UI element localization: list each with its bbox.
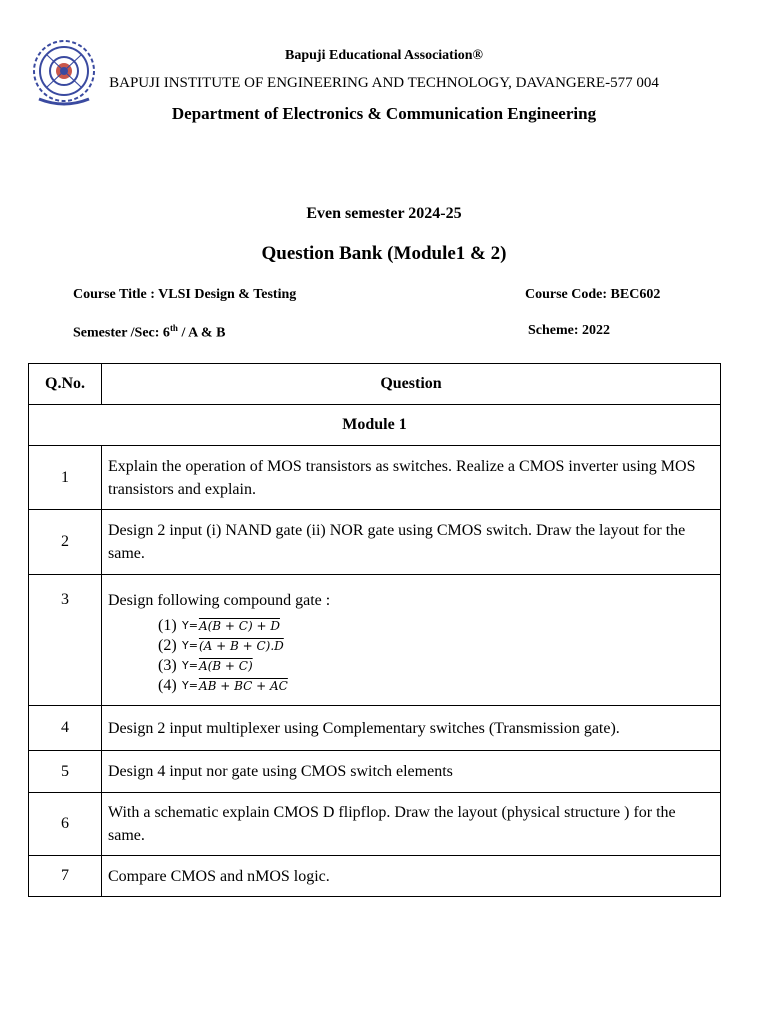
- question-text: With a schematic explain CMOS D flipflop. Draw the layout (physical structure ) for the same.: [102, 793, 721, 856]
- document-title: Question Bank (Module1 & 2): [261, 243, 507, 264]
- question-text: Design 2 input multiplexer using Complementary switches (Transmission gate).: [102, 706, 721, 751]
- module-label: Module 1: [29, 405, 721, 446]
- association-name: Bapuji Educational Association®: [285, 48, 483, 63]
- table-row: [29, 575, 721, 706]
- question-text: Design 2 input (i) NAND gate (ii) NOR gate using CMOS switch. Draw the layout for the same.: [102, 510, 721, 575]
- question-header: Question: [102, 364, 721, 405]
- course-title: Course Title : VLSI Design & Testing: [73, 287, 297, 302]
- institute-name: BAPUJI INSTITUTE OF ENGINEERING AND TECHNOLOGY, DAVANGERE-577 004: [109, 75, 659, 91]
- question-text: Explain the operation of MOS transistors as switches. Realize a CMOS inverter using MOS transistors and explain.: [102, 446, 721, 510]
- question-number: 3: [29, 575, 102, 706]
- question-number: 6: [29, 793, 102, 856]
- question-number: 1: [29, 446, 102, 510]
- table-row: [29, 856, 721, 897]
- expression-list: [158, 616, 714, 696]
- question-text: Design following compound gate :: [108, 592, 331, 609]
- semester-section: Semester /Sec: 6th / A & B: [73, 323, 226, 341]
- scheme: Scheme: 2022: [528, 323, 611, 338]
- expression-item: (4) Y= AB + BC + AC: [158, 677, 288, 694]
- expression-item: (2) Y= (A + B + C).D: [158, 637, 284, 654]
- table-row: [29, 793, 721, 856]
- expression-item: (3) Y= A(B + C): [158, 657, 253, 674]
- qno-header: Q.No.: [29, 364, 102, 405]
- question-number: 7: [29, 856, 102, 897]
- question-number: 4: [29, 706, 102, 751]
- question-table: [28, 363, 721, 897]
- question-number: 5: [29, 751, 102, 793]
- semester-title: Even semester 2024-25: [306, 205, 462, 222]
- table-row: [29, 446, 721, 510]
- table-row: [29, 510, 721, 575]
- table-header-row: [29, 364, 721, 405]
- question-text: Compare CMOS and nMOS logic.: [102, 856, 721, 897]
- question-cell: [102, 575, 721, 706]
- course-code: Course Code: BEC602: [525, 287, 661, 302]
- department-name: Department of Electronics & Communication Engineering: [171, 104, 597, 123]
- question-text: Design 4 input nor gate using CMOS switch elements: [102, 751, 721, 793]
- table-row: [29, 751, 721, 793]
- table-row: [29, 706, 721, 751]
- expression-item: (1) Y= A(B + C) + D: [158, 617, 280, 634]
- question-number: 2: [29, 510, 102, 575]
- module-row: [29, 405, 721, 446]
